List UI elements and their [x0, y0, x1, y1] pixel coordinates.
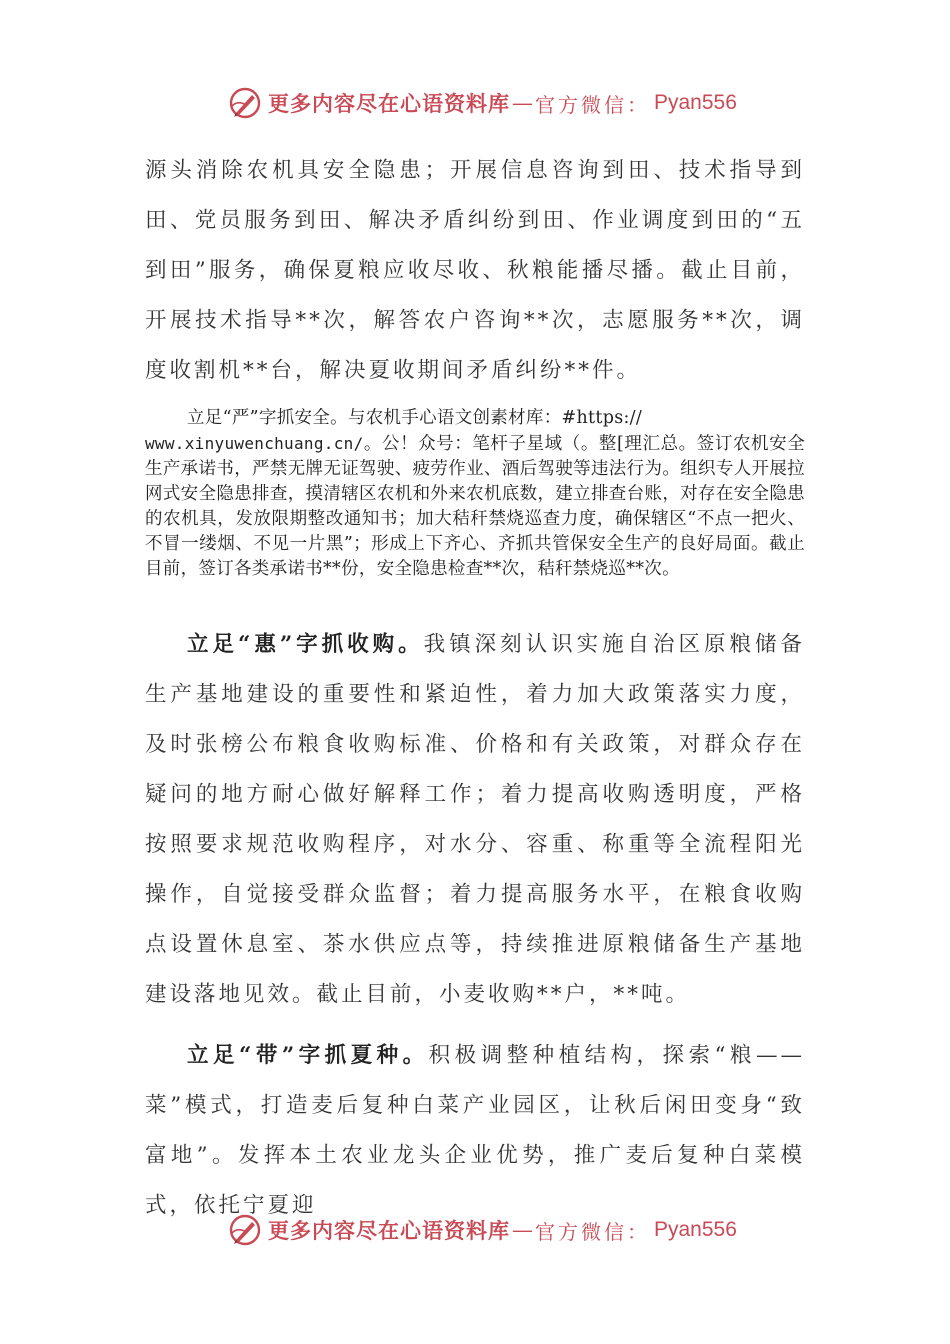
banner-title: 更多内容尽在心语资料库 — [268, 1218, 510, 1243]
paragraph-2-block — [145, 406, 805, 582]
banner-wechat-label: 官方微信： — [535, 1219, 650, 1244]
paragraph-4-block — [145, 1031, 805, 1231]
banner-dash: — — [512, 91, 533, 115]
banner-dash: — — [512, 1218, 533, 1242]
paragraph-4 — [145, 1031, 805, 1231]
paragraph-2-body: 。公！众号：笔杆子星域（。整[理汇总。签订农机安全生产承诺书，严禁无牌无证驾驶、疲劳作业、酒后驾驶等违法行为。组织专人开展拉网式安全隐患排查，摸清辖区农机和外来农机底数，建立排查台账，对存在安全隐患的农机具，发放限期整改通知书；加大秸秆禁烧巡查力度，确保辖区“不点一把火、不冒一缕烟、不见一片黑”；形成上下齐心、齐抓共管保安全生产的良好局面。截止目前，签订各类承诺书**份，安全隐患检查**次，秸秆禁烧巡**次。 — [145, 434, 805, 579]
paragraph-3-heading: 立足“惠”字抓收购。 — [187, 632, 424, 657]
header-banner — [228, 83, 737, 123]
banner-title: 更多内容尽在心语资料库 — [268, 91, 510, 116]
footer-banner — [228, 1210, 737, 1250]
paragraph-2-intro: 立足“严”字抓安全。与农机手心语文创素材库：#https:// — [187, 408, 643, 428]
banner-wechat-label: 官方微信： — [535, 92, 650, 117]
paragraph-3 — [145, 620, 805, 1020]
paragraph-2 — [145, 406, 805, 582]
pen-logo-icon — [228, 86, 262, 120]
pen-logo-icon — [228, 1213, 262, 1247]
banner-wechat-id: Pyan556 — [654, 1218, 737, 1241]
paragraph-3-block — [145, 620, 805, 1020]
banner-wechat-id: Pyan556 — [654, 91, 737, 114]
paragraph-1-block — [145, 146, 805, 396]
paragraph-4-body: 积极调整种植结构，探索“粮——菜”模式，打造麦后复种白菜产业园区，让秋后闲田变身“致富地”。发挥本土农业龙头企业优势，推广麦后复种白菜模式，依托宁夏迎 — [145, 1043, 806, 1218]
paragraph-4-heading: 立足“带”字抓夏种。 — [187, 1043, 429, 1068]
paragraph-1: 源头消除农机具安全隐患；开展信息咨询到田、技术指导到田、党员服务到田、解决矛盾纠纷到田、作业调度到田的“五到田”服务，确保夏粮应收尽收、秋粮能播尽播。截止目前，开展技术指导**次，解答农户咨询**次，志愿服务**次，调度收割机**台，解决夏收期间矛盾纠纷**件。 — [145, 158, 805, 383]
paragraph-3-body: 我镇深刻认识实施自治区原粮储备生产基地建设的重要性和紧迫性，着力加大政策落实力度，及时张榜公布粮食收购标准、价格和有关政策，对群众存在疑问的地方耐心做好解释工作；着力提高收购透明度，严格按照要求规范收购程序，对水分、容重、称重等全流程阳光操作，自觉接受群众监督；着力提高服务水平，在粮食收购点设置休息室、茶水供应点等，持续推进原粮储备生产基地建设落地见效。截止目前，小麦收购**户，**吨。 — [145, 632, 805, 1007]
paragraph-2-url: www.xinyuwenchuang.cn/ — [145, 434, 364, 453]
